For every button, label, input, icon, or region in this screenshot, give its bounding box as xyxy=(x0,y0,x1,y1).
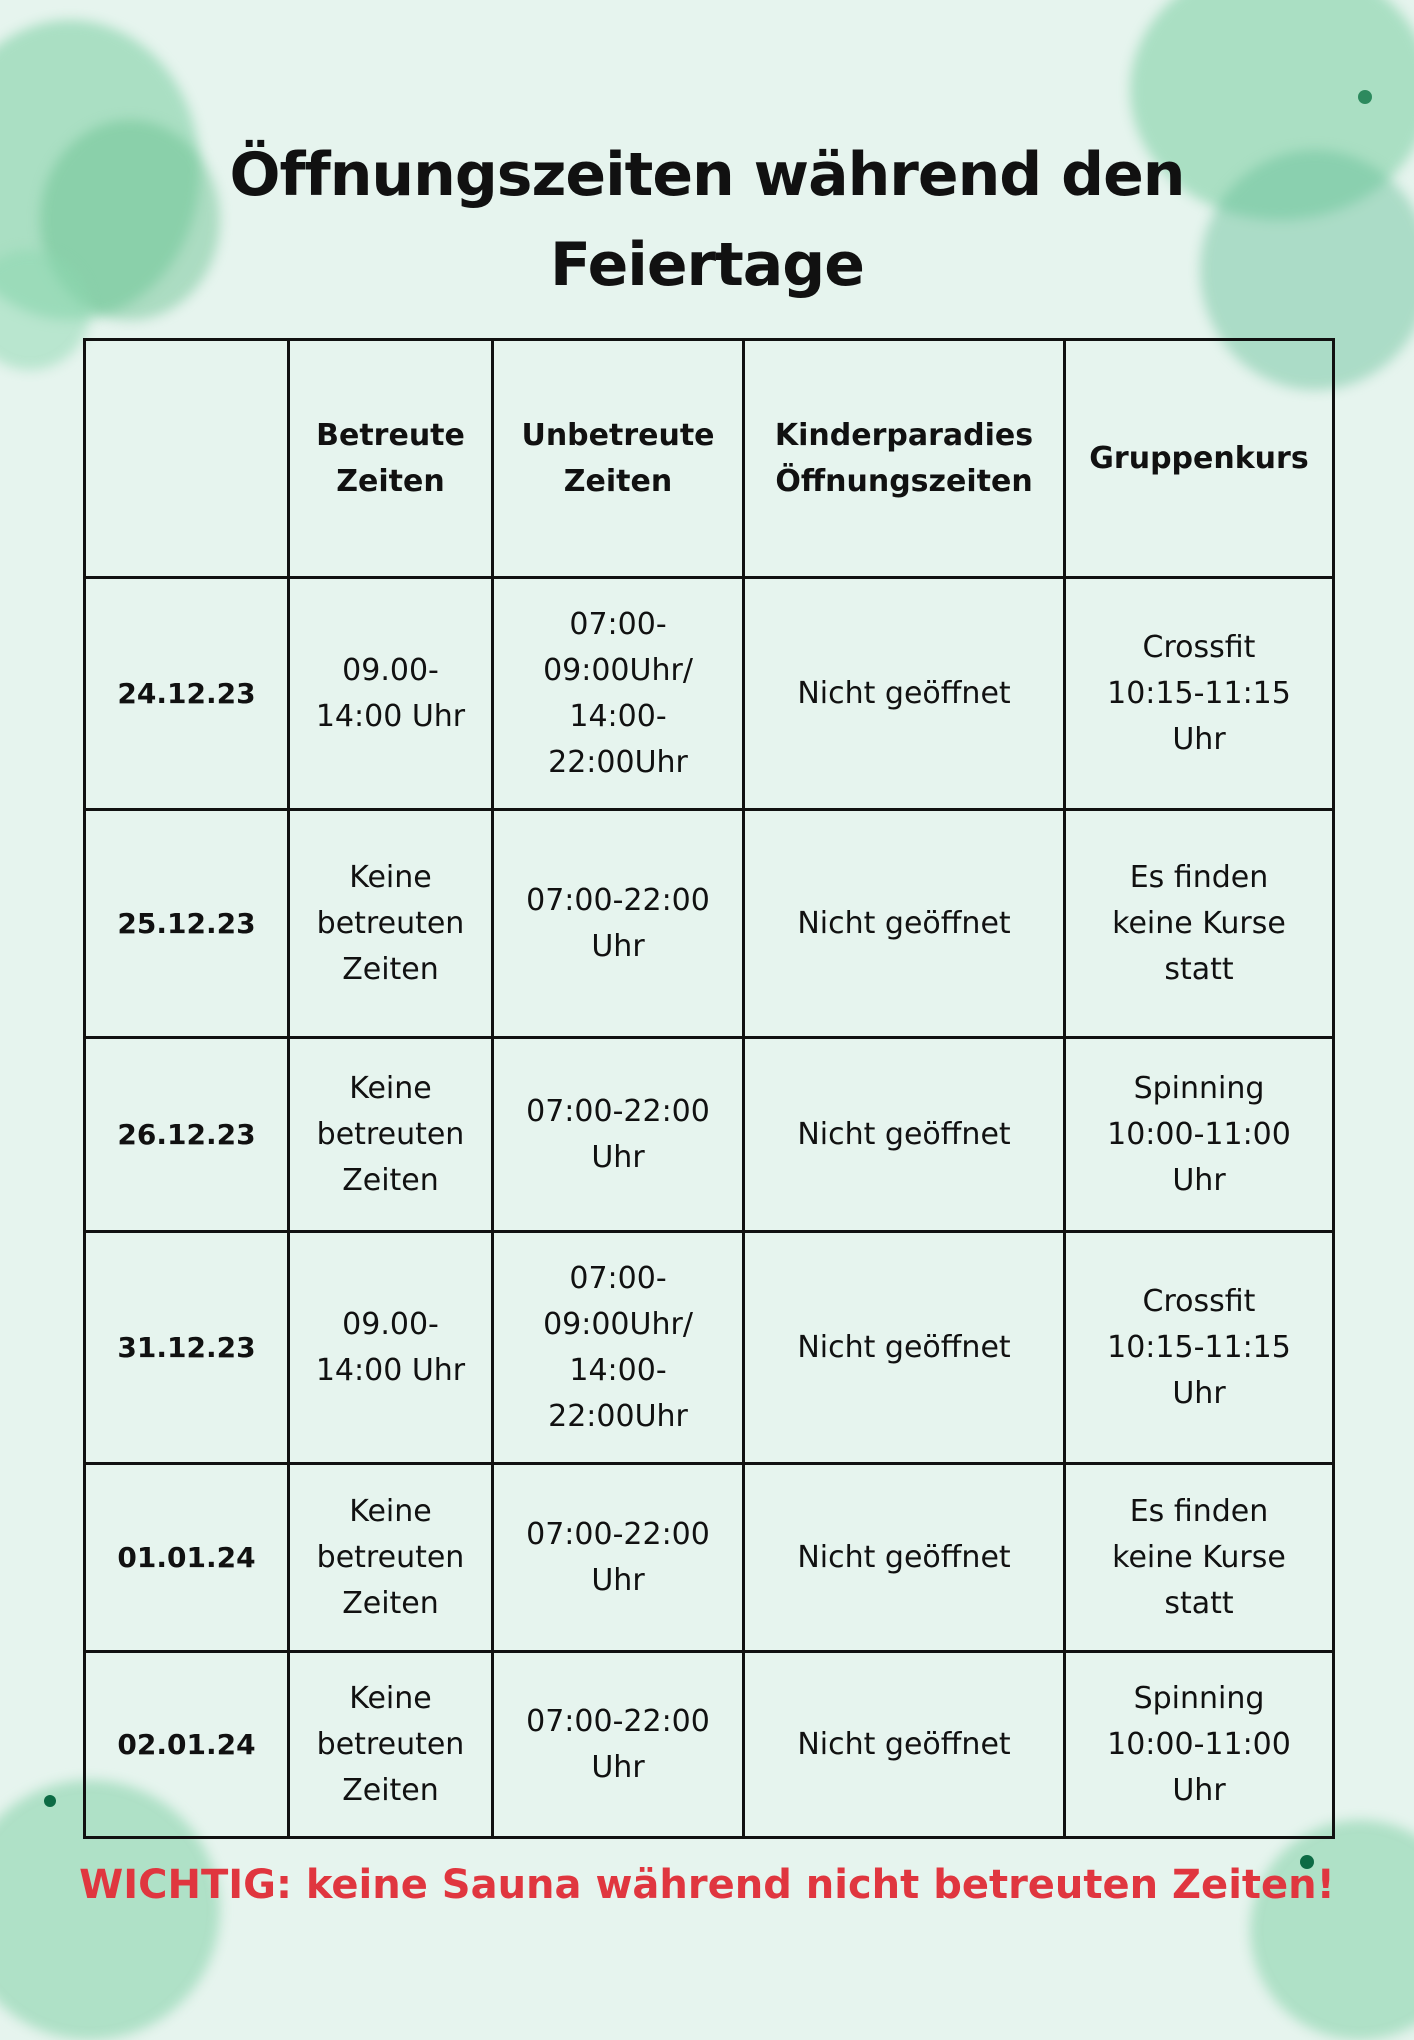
cell-text: 14:00 Uhr xyxy=(315,698,466,734)
unbetreute-cell xyxy=(493,578,744,810)
cell-text: 10:00-11:00 xyxy=(1107,1726,1291,1762)
cell-text: Crossfit xyxy=(1142,629,1256,665)
cell-text: Nicht geöffnet xyxy=(797,1539,1011,1575)
table-row xyxy=(85,1464,1334,1652)
cell-text: 10:15-11:15 xyxy=(1107,1329,1291,1365)
cell-text: Nicht geöffnet xyxy=(797,675,1011,711)
cell-text: 07:00-22:00 xyxy=(526,1093,710,1129)
important-note: WICHTIG: keine Sauna während nicht betreuten Zeiten! xyxy=(79,1862,1335,1908)
date-cell: 02.01.24 xyxy=(85,1652,289,1838)
date-cell: 25.12.23 xyxy=(85,810,289,1038)
cell-text: 09:00Uhr/ xyxy=(543,1306,693,1342)
betreute-cell xyxy=(289,1464,493,1652)
cell-text: Keine xyxy=(349,859,432,895)
cell-text: 22:00Uhr xyxy=(548,744,688,780)
kinderparadies-cell xyxy=(744,1038,1065,1232)
cell-text: Uhr xyxy=(1172,1162,1226,1198)
date-cell: 01.01.24 xyxy=(85,1464,289,1652)
date-cell: 31.12.23 xyxy=(85,1232,289,1464)
cell-text: 14:00 Uhr xyxy=(315,1352,466,1388)
cell-text: Unbetreute xyxy=(521,417,715,453)
cell-text: 09.00- xyxy=(342,1306,439,1342)
cell-text: 14:00- xyxy=(569,698,667,734)
kinderparadies-cell xyxy=(744,1464,1065,1652)
cell-text: Keine xyxy=(349,1070,432,1106)
unbetreute-cell xyxy=(493,1038,744,1232)
page-title xyxy=(0,130,1414,310)
table-row xyxy=(85,810,1334,1038)
cell-text: betreuten xyxy=(316,1539,465,1575)
cell-text: Uhr xyxy=(1172,1375,1226,1411)
column-header-betreute xyxy=(289,340,493,578)
table-header-row xyxy=(85,340,1334,578)
cell-text: 07:00-22:00 xyxy=(526,1703,710,1739)
cell-text: Zeiten xyxy=(563,463,673,499)
cell-text: statt xyxy=(1164,1585,1234,1621)
cell-text: Es finden xyxy=(1129,1493,1269,1529)
gruppenkurs-cell xyxy=(1065,1652,1334,1838)
unbetreute-cell xyxy=(493,1464,744,1652)
cell-text: keine Kurse xyxy=(1112,1539,1286,1575)
cell-text: Nicht geöffnet xyxy=(797,1726,1011,1762)
cell-text: Öffnungszeiten xyxy=(775,463,1033,499)
cell-text: 09.00- xyxy=(342,652,439,688)
unbetreute-cell xyxy=(493,810,744,1038)
kinderparadies-cell xyxy=(744,578,1065,810)
cell-text: Keine xyxy=(349,1493,432,1529)
cell-text: betreuten xyxy=(316,1116,465,1152)
cell-text: Gruppenkurs xyxy=(1089,440,1309,476)
cell-text: Uhr xyxy=(591,928,645,964)
betreute-cell xyxy=(289,1652,493,1838)
title-line: Öffnungszeiten während den xyxy=(229,140,1185,210)
cell-text: Uhr xyxy=(591,1139,645,1175)
cell-text: 10:00-11:00 xyxy=(1107,1116,1291,1152)
cell-text: keine Kurse xyxy=(1112,905,1286,941)
cell-text: betreuten xyxy=(316,1726,465,1762)
cell-text: 07:00-22:00 xyxy=(526,1516,710,1552)
cell-text: 07:00-22:00 xyxy=(526,882,710,918)
table-row xyxy=(85,1038,1334,1232)
unbetreute-cell xyxy=(493,1232,744,1464)
cell-text: Betreute xyxy=(316,417,465,453)
cell-text: Es finden xyxy=(1129,859,1269,895)
date-cell: 26.12.23 xyxy=(85,1038,289,1232)
cell-text: Keine xyxy=(349,1680,432,1716)
cell-text: Uhr xyxy=(1172,1772,1226,1808)
schedule-table xyxy=(83,338,1335,1839)
betreute-cell xyxy=(289,578,493,810)
gruppenkurs-cell xyxy=(1065,578,1334,810)
column-header-gruppenkurs xyxy=(1065,340,1334,578)
table-row xyxy=(85,1652,1334,1838)
gruppenkurs-cell xyxy=(1065,1038,1334,1232)
cell-text: 22:00Uhr xyxy=(548,1398,688,1434)
gruppenkurs-cell xyxy=(1065,1464,1334,1652)
cell-text: 14:00- xyxy=(569,1352,667,1388)
kinderparadies-cell xyxy=(744,1232,1065,1464)
cell-text: 10:15-11:15 Uhr xyxy=(1107,675,1291,757)
date-cell: 24.12.23 xyxy=(85,578,289,810)
cell-text: Kinderparadies xyxy=(774,417,1034,453)
gruppenkurs-cell xyxy=(1065,810,1334,1038)
cell-text: Zeiten xyxy=(342,1162,439,1198)
table-row xyxy=(85,1232,1334,1464)
cell-text: betreuten xyxy=(316,905,465,941)
cell-text: Spinning xyxy=(1133,1070,1265,1106)
column-header-unbetreute xyxy=(493,340,744,578)
kinderparadies-cell xyxy=(744,810,1065,1038)
cell-text: Nicht geöffnet xyxy=(797,905,1011,941)
cell-text: Nicht geöffnet xyxy=(797,1329,1011,1365)
cell-text: Spinning xyxy=(1133,1680,1265,1716)
kinderparadies-cell xyxy=(744,1652,1065,1838)
unbetreute-cell xyxy=(493,1652,744,1838)
cell-text: Nicht geöffnet xyxy=(797,1116,1011,1152)
column-header-date xyxy=(85,340,289,578)
betreute-cell xyxy=(289,810,493,1038)
table-row xyxy=(85,578,1334,810)
title-line: Feiertage xyxy=(550,230,864,300)
cell-text: Zeiten xyxy=(342,1772,439,1808)
cell-text: 07:00- xyxy=(569,1260,667,1296)
gruppenkurs-cell xyxy=(1065,1232,1334,1464)
cell-text: Uhr xyxy=(591,1749,645,1785)
cell-text: Crossfit xyxy=(1142,1283,1256,1319)
cell-text: Zeiten xyxy=(342,951,439,987)
table-body xyxy=(85,578,1334,1838)
cell-text: 09:00Uhr/ xyxy=(543,652,693,688)
betreute-cell xyxy=(289,1232,493,1464)
cell-text: Uhr xyxy=(591,1562,645,1598)
cell-text: 07:00- xyxy=(569,606,667,642)
column-header-kinderparadies xyxy=(744,340,1065,578)
betreute-cell xyxy=(289,1038,493,1232)
cell-text: Zeiten xyxy=(336,463,445,499)
cell-text: statt xyxy=(1164,951,1234,987)
cell-text: Zeiten xyxy=(342,1585,439,1621)
